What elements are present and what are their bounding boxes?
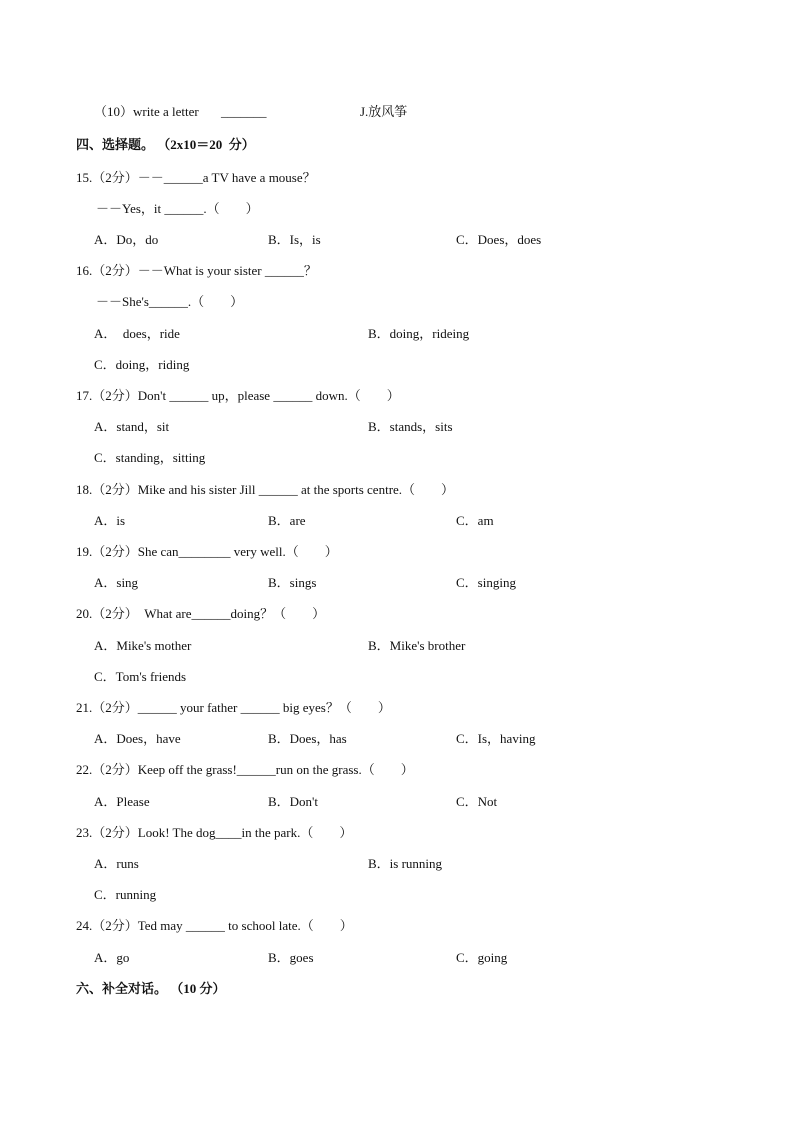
question-23-option-c[interactable]: C．running [94, 887, 157, 902]
question-20-option-b[interactable]: B．Mike's brother [368, 638, 466, 653]
question-20-stem: 20.（2分） What are______doing？（ ） [76, 606, 326, 621]
section-heading-choice: 四、选择题。 （2x10＝20 分） [76, 137, 255, 152]
question-24-option-c[interactable]: C．going [456, 950, 508, 965]
question-24-option-a[interactable]: A．go [94, 950, 130, 965]
question-21-stem: 21.（2分）______ your father ______ big eyes？（ ） [76, 700, 391, 715]
question-18-option-b[interactable]: B．are [268, 513, 306, 528]
question-21-option-c[interactable]: C．Is，having [456, 731, 536, 746]
question-21-option-b[interactable]: B．Does，has [268, 731, 347, 746]
match-item-10-blank: _______ [221, 104, 267, 119]
question-22-option-a[interactable]: A．Please [94, 794, 150, 809]
question-18-option-c[interactable]: C．am [456, 513, 494, 528]
question-22-stem: 22.（2分）Keep off the grass!______run on the grass.（ ） [76, 762, 414, 777]
question-20-option-c[interactable]: C．Tom's friends [94, 669, 187, 684]
question-22-option-b[interactable]: B．Don't [268, 794, 319, 809]
question-23-option-a[interactable]: A．runs [94, 856, 139, 871]
question-16-stem2: －－She's______.（ ） [96, 294, 244, 309]
question-19-stem: 19.（2分）She can________ very well.（ ） [76, 544, 338, 559]
question-19-option-c[interactable]: C．singing [456, 575, 516, 590]
question-19-option-b[interactable]: B．sings [268, 575, 317, 590]
question-21-option-a[interactable]: A．Does，have [94, 731, 181, 746]
question-17-stem: 17.（2分）Don't ______ up，please ______ down.（ ） [76, 388, 400, 403]
question-23-stem: 23.（2分）Look! The dog____in the park.（ ） [76, 825, 353, 840]
question-19-option-a[interactable]: A．sing [94, 575, 139, 590]
question-18-option-a[interactable]: A．is [94, 513, 126, 528]
question-17-option-a[interactable]: A．stand，sit [94, 419, 170, 434]
question-16-option-c[interactable]: C．doing，riding [94, 357, 190, 372]
question-16-option-b[interactable]: B．doing，rideing [368, 326, 470, 341]
question-15-option-c[interactable]: C．Does，does [456, 232, 542, 247]
match-item-10-left: （10）write a letter [94, 104, 199, 119]
question-20-option-a[interactable]: A．Mike's mother [94, 638, 192, 653]
match-item-10-right: J.放风筝 [360, 104, 408, 119]
question-16-option-a[interactable]: A． does，ride [94, 326, 180, 341]
question-24-option-b[interactable]: B．goes [268, 950, 314, 965]
section-heading-dialogue: 六、补全对话。 （10 分） [76, 981, 226, 996]
question-15-stem2: －－Yes，it ______.（ ） [96, 201, 259, 216]
question-17-option-b[interactable]: B．stands，sits [368, 419, 453, 434]
question-16-stem: 16.（2分）－－What is your sister ______？ [76, 263, 317, 278]
question-15-option-b[interactable]: B．Is，is [268, 232, 321, 247]
question-18-stem: 18.（2分）Mike and his sister Jill ______ at the sports centre.（ ） [76, 482, 455, 497]
question-15-stem: 15.（2分）－－______a TV have a mouse？ [76, 170, 316, 185]
question-17-option-c[interactable]: C．standing，sitting [94, 450, 206, 465]
question-22-option-c[interactable]: C．Not [456, 794, 498, 809]
question-23-option-b[interactable]: B．is running [368, 856, 443, 871]
question-15-option-a[interactable]: A．Do，do [94, 232, 159, 247]
question-24-stem: 24.（2分）Ted may ______ to school late.（ ） [76, 918, 353, 933]
